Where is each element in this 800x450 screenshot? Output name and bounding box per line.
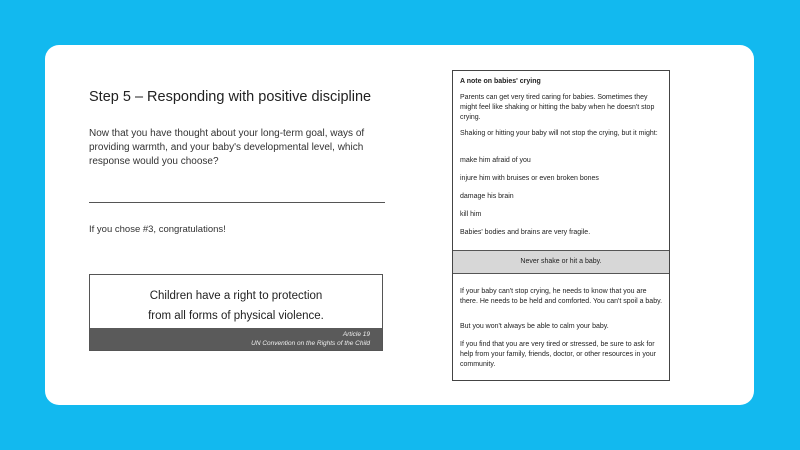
- note-para-3: Babies' bodies and brains are very fragile.: [460, 229, 591, 236]
- rights-quote-box: [89, 274, 383, 351]
- quote-article: Article 19: [342, 331, 370, 338]
- note-title: A note on babies' crying: [460, 78, 541, 85]
- note-item-3: damage his brain: [460, 193, 514, 200]
- note-item-1: make him afraid of you: [460, 157, 531, 164]
- crying-note-box: [452, 70, 670, 381]
- quote-line-1: Children have a right to protection: [149, 290, 323, 302]
- quote-source: [90, 328, 382, 350]
- note-para-2: Shaking or hitting your baby will not stop the crying, but it might:: [460, 130, 658, 137]
- step-title: Step 5 – Responding with positive discipline: [89, 89, 372, 105]
- note-item-4: kill him: [460, 211, 482, 218]
- quote-line-2: from all forms of physical violence.: [148, 310, 324, 322]
- quote-convention: UN Convention on the Rights of the Child: [251, 340, 370, 347]
- note-para-1: Parents can get very tired caring for babies. Sometimes they might feel like shaking or hitting the baby when he doesn't stop crying.: [460, 94, 655, 121]
- note-item-2: injure him with bruises or even broken bones: [460, 175, 599, 182]
- warning-band: Never shake or hit a baby.: [453, 250, 669, 274]
- quote-text: [90, 286, 382, 326]
- note-para-5: But you won't always be able to calm your baby.: [460, 323, 609, 330]
- answer-line: [89, 202, 385, 203]
- note-para-6: If you find that you are very tired or stressed, be sure to ask for help from your family, friends, doctor, or other resources in your community.: [460, 341, 656, 368]
- congrats-text: If you chose #3, congratulations!: [89, 224, 226, 235]
- note-para-4: If your baby can't stop crying, he needs to know that you are there. He needs to be held and comforted. You can't spoil a baby.: [460, 288, 663, 305]
- intro-text: Now that you have thought about your long-term goal, ways of providing warmth, and your baby's developmental level, which response would you choose?: [89, 128, 365, 167]
- content-card: [45, 45, 754, 405]
